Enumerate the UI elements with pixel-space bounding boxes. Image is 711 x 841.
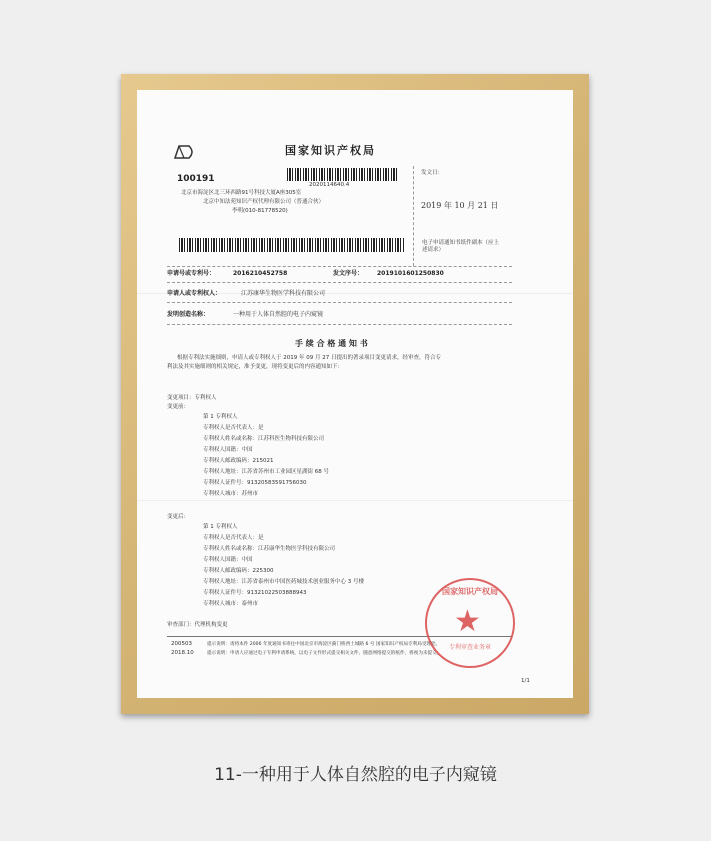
app-no: 2016210452758: [233, 270, 288, 277]
before-line: 专利权人城市：苏州市: [203, 491, 259, 497]
seal-top-text: 国家知识产权局: [442, 587, 498, 596]
serial-label: 发文序号：: [333, 270, 364, 277]
office-name: 国家知识产权局: [285, 144, 376, 157]
footer-code: 200503: [171, 641, 192, 647]
after-line: 专利权人国籍：中国: [203, 557, 253, 563]
long-barcode-icon: [179, 238, 405, 252]
before-line: 专利权人证件号：91320583591756030: [203, 480, 307, 486]
issue-date-label: 发文日：: [421, 170, 444, 176]
after-line: 专利权人邮政编码：225300: [203, 568, 274, 574]
before-line: 专利权人地址：江苏省苏州市工业园区星湖街 68 号: [203, 469, 329, 475]
after-line: 第 1 专利权人: [203, 524, 238, 530]
after-line: 专利权人证件号：91321022503888943: [203, 590, 307, 596]
footer-date: 2018.10: [171, 650, 194, 656]
after-line: 专利权人是否代表人：是: [203, 535, 264, 541]
before-line: 专利权人是否代表人：是: [203, 425, 264, 431]
issue-date: 2019 年 10 月 21 日: [421, 201, 499, 210]
address-line1: 北京市海淀区北三环西路91号科技大厦A座305室: [181, 190, 302, 196]
barcode-icon: [287, 168, 397, 181]
address-line2: 北京中知法苑知识产权代理有限公司（普通合伙）: [203, 199, 325, 205]
notice-body-line1: 根据专利法实施细则，申请人或专利权人于 2019 年 09 月 27 日提出的著录项目变更请求，经审查，符合专: [177, 355, 441, 361]
notice-title: 手 续 合 格 通 知 书: [295, 339, 368, 348]
footer-note-2: 提示说明：申请人应通过电子专利申请系统，以电子文件形式提交相关文件，随意网络提交的纸件，将视为未提交。: [207, 651, 442, 656]
picture-frame: [121, 74, 589, 714]
certificate-document: [137, 90, 573, 698]
after-line: 专利权人地址：江苏省泰州市中国医药城技术创业服务中心 3 号楼: [203, 579, 364, 585]
photo-caption: 11-一种用于人体自然腔的电子内窥镜: [214, 765, 497, 785]
address-line3: 李明(010-81778520): [232, 208, 288, 214]
invention-title-label: 发明创造名称：: [167, 311, 210, 318]
before-line: 专利权人姓名或名称：江苏科医生物科技有限公司: [203, 436, 325, 442]
notice-body-line2: 利法及其实施细则的相关规定，准予变更，现将变更后的内容通知如下：: [167, 364, 344, 370]
seal-bottom-text: 专利审查业务章: [448, 644, 491, 651]
after-line: 专利权人姓名或名称：江苏康华生物医学科技有限公司: [203, 546, 336, 552]
page-number: 1/1: [521, 678, 530, 684]
serial-number: 2019101601250830: [377, 270, 444, 277]
postal-code: 100191: [177, 174, 215, 184]
footer-note-1: 提示说明：请将本件 2006 年度通知书寄往中国北京市海淀区蓟门桥西土城路 6 号 国家知识产权局专利局受理处。: [207, 642, 441, 647]
applicant-name: 江苏康华生物医学科技有限公司: [241, 290, 326, 297]
change-item: 变更项目：专利权人: [167, 395, 217, 401]
app-no-label: 申请号或专利号：: [167, 270, 216, 277]
barcode-number: 2020114640.4: [309, 182, 350, 188]
official-seal: [425, 578, 515, 668]
cnipa-logo-icon: [171, 142, 197, 162]
applicant-label: 申请人或专利权人：: [167, 290, 222, 297]
star-icon: ★: [454, 604, 481, 639]
before-line: 专利权人邮政编码：215021: [203, 458, 274, 464]
copy-note: 电子申请通知书纸件副本（应上述请求）: [422, 240, 500, 253]
before-label: 变更前：: [167, 404, 190, 410]
after-line: 专利权人城市：泰州市: [203, 601, 259, 607]
after-label: 变更后：: [167, 514, 190, 520]
before-line: 第 1 专利权人: [203, 414, 238, 420]
before-line: 专利权人国籍：中国: [203, 447, 253, 453]
invention-title: 一种用于人体自然腔的电子内窥镜: [233, 311, 324, 318]
frame-inner: [137, 90, 573, 698]
review-dept: 审查部门：代理机构变更: [167, 622, 228, 628]
